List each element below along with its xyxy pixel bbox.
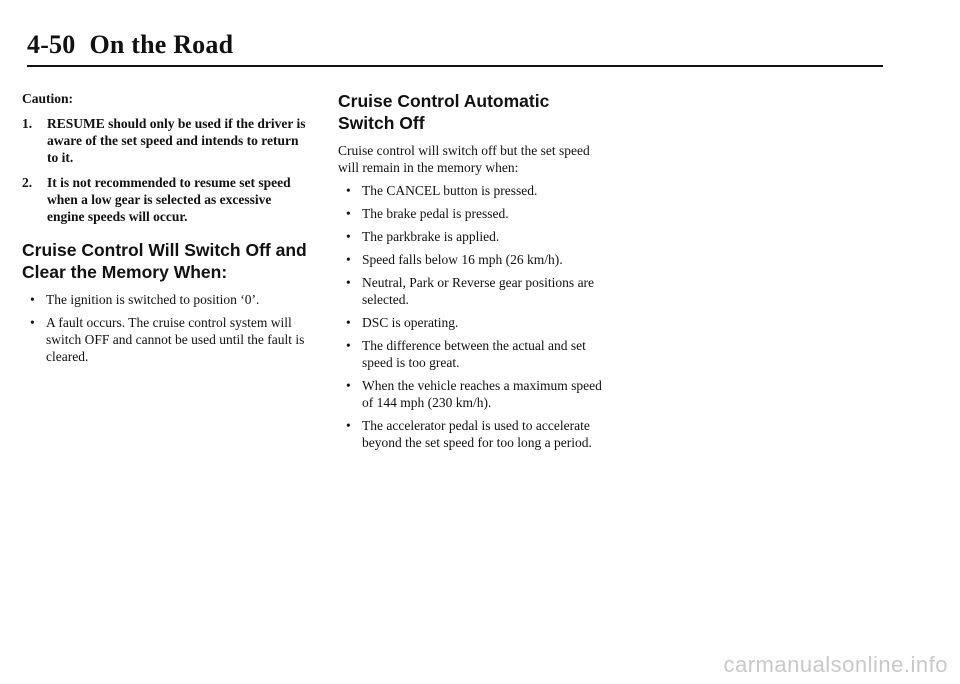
header-rule: [27, 65, 883, 67]
list-item: [338, 377, 608, 411]
list-item-text: The brake pedal is pressed.: [362, 206, 509, 221]
list-item-text: The ignition is switched to position ‘0’.: [46, 292, 260, 307]
list-item: [338, 251, 608, 268]
caution-item-number: 2.: [22, 175, 33, 190]
bullet-icon: •: [346, 229, 351, 244]
section-heading-automatic-switch-off: Cruise Control Automatic Switch Off: [338, 91, 550, 133]
intro-paragraph: Cruise control will switch off but the set speed will remain in the memory when:: [338, 143, 590, 175]
list-item-text: Neutral, Park or Reverse gear positions are selected.: [362, 275, 595, 307]
list-item-text: The difference between the actual and set speed is too great.: [362, 338, 586, 370]
caution-item: [22, 174, 312, 225]
list-item-text: The parkbrake is applied.: [362, 229, 500, 244]
list-item-text: DSC is operating.: [362, 315, 459, 330]
page-title: [27, 30, 233, 60]
watermark: carmanualsonline.info: [723, 652, 948, 677]
list-item-text: The CANCEL button is pressed.: [362, 183, 538, 198]
bullet-icon: •: [346, 378, 351, 393]
list-item: [338, 205, 608, 222]
list-item: [22, 291, 312, 308]
page-header: [27, 28, 883, 68]
bullet-icon: •: [346, 338, 351, 353]
list-item-text: Speed falls below 16 mph (26 km/h).: [362, 252, 563, 267]
page-number: 4-50: [27, 30, 76, 59]
bullet-icon: •: [346, 206, 351, 221]
list-item: [338, 417, 608, 451]
list-item-text: The accelerator pedal is used to accelerate beyond the set speed for too long a period.: [362, 418, 592, 450]
list-item: [338, 274, 608, 308]
left-column: [22, 90, 312, 371]
caution-item-number: 1.: [22, 116, 33, 131]
bullet-icon: •: [30, 315, 35, 330]
bullet-icon: •: [346, 252, 351, 267]
automatic-switch-off-list: [338, 182, 608, 451]
bullet-icon: •: [346, 315, 351, 330]
list-item: [338, 337, 608, 371]
list-item: [338, 182, 608, 199]
caution-item-text: It is not recommended to resume set speed when a low gear is selected as excessive engine speeds will occur.: [47, 175, 291, 224]
caution-label: Caution:: [22, 91, 74, 106]
section-heading-switch-off-clear: Cruise Control Will Switch Off and Clear the Memory When:: [22, 240, 307, 282]
bullet-icon: •: [346, 418, 351, 433]
list-item: [338, 314, 608, 331]
caution-item: [22, 115, 312, 166]
list-item: [22, 314, 312, 365]
middle-column: [338, 90, 608, 457]
caution-item-text: RESUME should only be used if the driver is aware of the set speed and intends to return to it.: [47, 116, 306, 165]
bullet-icon: •: [346, 275, 351, 290]
section-title: On the Road: [89, 30, 234, 59]
list-item-text: A fault occurs. The cruise control system will switch OFF and cannot be used until the fault is cleared.: [46, 315, 305, 364]
switch-off-clear-list: [22, 291, 312, 365]
bullet-icon: •: [30, 292, 35, 307]
list-item: [338, 228, 608, 245]
list-item-text: When the vehicle reaches a maximum speed of 144 mph (230 km/h).: [362, 378, 602, 410]
bullet-icon: •: [346, 183, 351, 198]
